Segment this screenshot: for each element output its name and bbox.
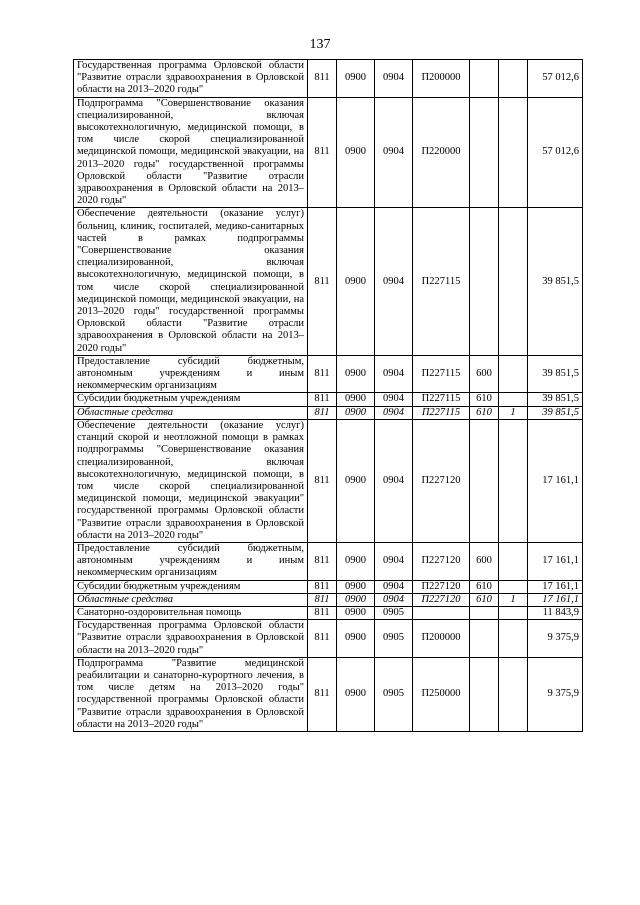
section-code: 0900 — [337, 208, 375, 355]
funding-source-code — [499, 606, 528, 619]
expense-type-code — [470, 208, 499, 355]
section-code: 0900 — [337, 542, 375, 580]
amount: 17 161,1 — [528, 542, 583, 580]
amount: 39 851,5 — [528, 393, 583, 406]
subsection-code: 0904 — [375, 542, 413, 580]
funding-source-code — [499, 393, 528, 406]
grbs-code: 811 — [308, 60, 337, 98]
section-code: 0900 — [337, 406, 375, 419]
section-code: 0900 — [337, 606, 375, 619]
expense-type-code — [470, 419, 499, 542]
row-name: Субсидии бюджетным учреждениям — [74, 580, 308, 593]
table-row — [74, 419, 583, 542]
table-row — [74, 580, 583, 593]
funding-source-code — [499, 419, 528, 542]
table-row — [74, 355, 583, 393]
amount: 17 161,1 — [528, 593, 583, 606]
row-name: Областные средства — [74, 406, 308, 419]
grbs-code: 811 — [308, 393, 337, 406]
grbs-code: 811 — [308, 606, 337, 619]
expense-type-code — [470, 657, 499, 731]
table-row — [74, 97, 583, 208]
amount: 57 012,6 — [528, 97, 583, 208]
target-article-code: П227115 — [413, 406, 470, 419]
row-name: Санаторно-оздоровительная помощь — [74, 606, 308, 619]
amount: 39 851,5 — [528, 355, 583, 393]
grbs-code: 811 — [308, 542, 337, 580]
target-article-code: П200000 — [413, 60, 470, 98]
expense-type-code — [470, 606, 499, 619]
subsection-code: 0904 — [375, 593, 413, 606]
grbs-code: 811 — [308, 208, 337, 355]
target-article-code: П250000 — [413, 657, 470, 731]
section-code: 0900 — [337, 97, 375, 208]
subsection-code: 0904 — [375, 580, 413, 593]
amount: 39 851,5 — [528, 208, 583, 355]
funding-source-code — [499, 657, 528, 731]
table-row — [74, 657, 583, 731]
expense-type-code: 600 — [470, 355, 499, 393]
funding-source-code — [499, 97, 528, 208]
subsection-code: 0904 — [375, 60, 413, 98]
expense-type-code: 610 — [470, 393, 499, 406]
table-row — [74, 393, 583, 406]
section-code: 0900 — [337, 593, 375, 606]
section-code: 0900 — [337, 60, 375, 98]
target-article-code — [413, 606, 470, 619]
subsection-code: 0904 — [375, 393, 413, 406]
row-name: Подпрограмма "Совершенствование оказания специализированной, включая высокотехнологичную, медицинской помощи, в том числе скорой специализированной медицинской помощи, медицинской эвакуации, на 2013–2020 годы" государственной программы Орловской области "Развитие отрасли здравоохранения в Орловской области на 2013–2020 годы" — [74, 97, 308, 208]
amount: 17 161,1 — [528, 580, 583, 593]
amount: 39 851,5 — [528, 406, 583, 419]
section-code: 0900 — [337, 355, 375, 393]
budget-table — [73, 59, 583, 732]
funding-source-code — [499, 580, 528, 593]
target-article-code: П227120 — [413, 593, 470, 606]
target-article-code: П200000 — [413, 620, 470, 658]
table-row — [74, 406, 583, 419]
row-name: Подпрограмма "Развитие медицинской реабилитации и санаторно-курортного лечения, в том числе детям на 2013–2020 годы" государственной программы Орловской области "Развитие отрасли здравоохранения в Орловской области на 2013–2020 годы" — [74, 657, 308, 731]
target-article-code: П227120 — [413, 419, 470, 542]
amount: 17 161,1 — [528, 419, 583, 542]
grbs-code: 811 — [308, 580, 337, 593]
target-article-code: П227115 — [413, 355, 470, 393]
row-name: Областные средства — [74, 593, 308, 606]
expense-type-code — [470, 60, 499, 98]
table-row — [74, 60, 583, 98]
funding-source-code: 1 — [499, 593, 528, 606]
target-article-code: П227120 — [413, 580, 470, 593]
expense-type-code: 610 — [470, 580, 499, 593]
amount: 9 375,9 — [528, 657, 583, 731]
expense-type-code — [470, 97, 499, 208]
funding-source-code: 1 — [499, 406, 528, 419]
subsection-code: 0905 — [375, 606, 413, 619]
table-row — [74, 208, 583, 355]
row-name: Предоставление субсидий бюджетным, автономным учреждениям и иным некоммерческим организациям — [74, 355, 308, 393]
grbs-code: 811 — [308, 419, 337, 542]
target-article-code: П227115 — [413, 208, 470, 355]
page-number: 137 — [309, 37, 331, 52]
target-article-code: П227115 — [413, 393, 470, 406]
row-name: Обеспечение деятельности (оказание услуг) станций скорой и неотложной помощи в рамках подпрограммы "Совершенствование оказания специализированной, включая высокотехнологичную, медицинской помощи, в том числе скорой специализированной медицинской помощи, медицинской эвакуации" государственной программы Орловской области "Развитие отрасли здравоохранения в Орловской области на 2013–2020 годы" — [74, 419, 308, 542]
grbs-code: 811 — [308, 620, 337, 658]
table-row — [74, 593, 583, 606]
funding-source-code — [499, 542, 528, 580]
table-row — [74, 620, 583, 658]
amount: 9 375,9 — [528, 620, 583, 658]
funding-source-code — [499, 620, 528, 658]
section-code: 0900 — [337, 657, 375, 731]
row-name: Обеспечение деятельности (оказание услуг) больниц, клиник, госпиталей, медико-санитарных частей в рамках подпрограммы "Совершенствование оказания специализированной, включая высокотехнологичную, медицинской помощи, в том числе скорой специализированной медицинской помощи, медицинской эвакуации, на 2013–2020 годы" государственной программы Орловской области "Развитие отрасли здравоохранения в Орловской области на 2013–2020 годы" — [74, 208, 308, 355]
subsection-code: 0904 — [375, 355, 413, 393]
grbs-code: 811 — [308, 593, 337, 606]
expense-type-code: 610 — [470, 406, 499, 419]
grbs-code: 811 — [308, 406, 337, 419]
funding-source-code — [499, 355, 528, 393]
target-article-code: П227120 — [413, 542, 470, 580]
grbs-code: 811 — [308, 355, 337, 393]
funding-source-code — [499, 60, 528, 98]
grbs-code: 811 — [308, 97, 337, 208]
subsection-code: 0905 — [375, 620, 413, 658]
row-name: Предоставление субсидий бюджетным, автономным учреждениям и иным некоммерческим организациям — [74, 542, 308, 580]
subsection-code: 0905 — [375, 657, 413, 731]
amount: 11 843,9 — [528, 606, 583, 619]
table-row — [74, 606, 583, 619]
row-name: Государственная программа Орловской области "Развитие отрасли здравоохранения в Орловской области на 2013–2020 годы" — [74, 60, 308, 98]
row-name: Субсидии бюджетным учреждениям — [74, 393, 308, 406]
expense-type-code: 600 — [470, 542, 499, 580]
funding-source-code — [499, 208, 528, 355]
section-code: 0900 — [337, 620, 375, 658]
amount: 57 012,6 — [528, 60, 583, 98]
expense-type-code — [470, 620, 499, 658]
subsection-code: 0904 — [375, 97, 413, 208]
section-code: 0900 — [337, 580, 375, 593]
section-code: 0900 — [337, 393, 375, 406]
subsection-code: 0904 — [375, 208, 413, 355]
section-code: 0900 — [337, 419, 375, 542]
expense-type-code: 610 — [470, 593, 499, 606]
subsection-code: 0904 — [375, 419, 413, 542]
target-article-code: П220000 — [413, 97, 470, 208]
grbs-code: 811 — [308, 657, 337, 731]
subsection-code: 0904 — [375, 406, 413, 419]
row-name: Государственная программа Орловской области "Развитие отрасли здравоохранения в Орловской области на 2013–2020 годы" — [74, 620, 308, 658]
table-row — [74, 542, 583, 580]
